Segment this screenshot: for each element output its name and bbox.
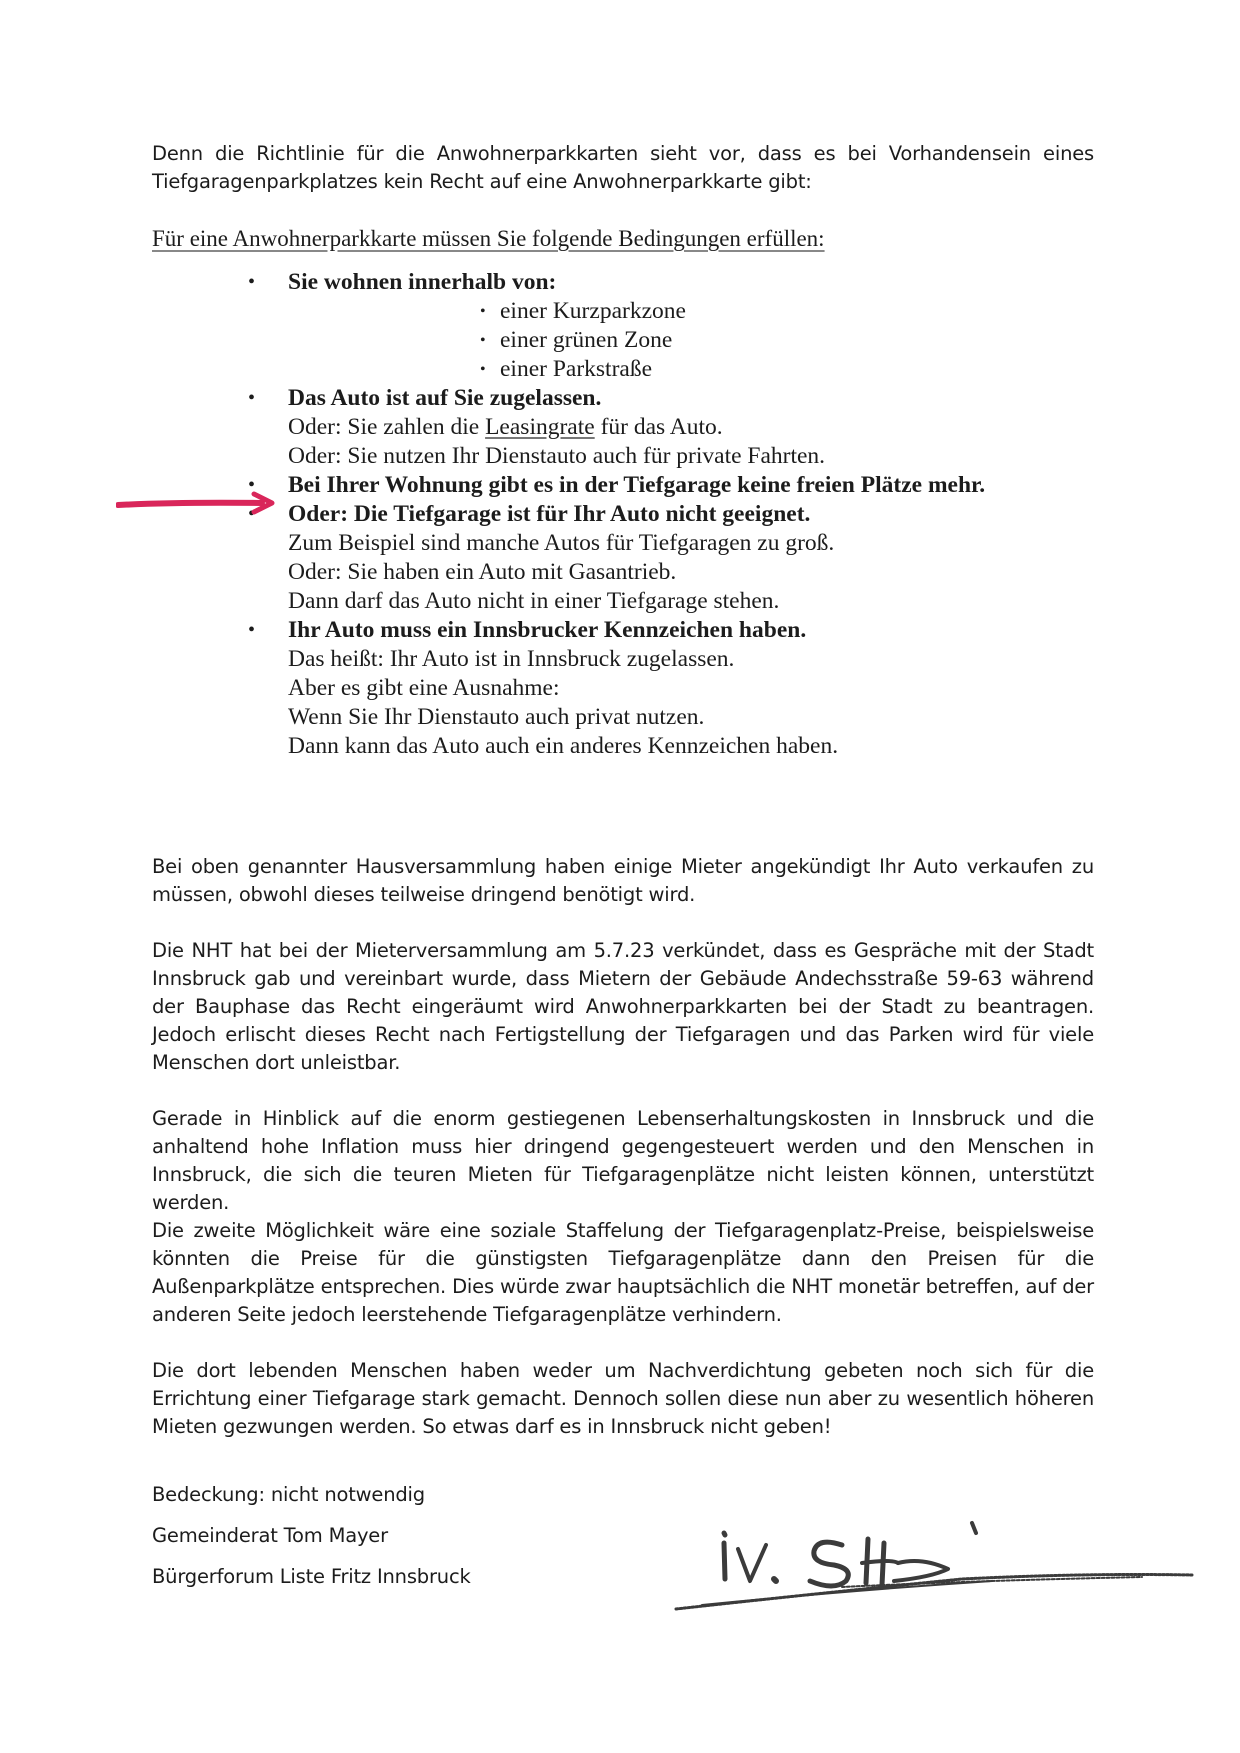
zone-list xyxy=(288,297,1088,384)
condition-title: Sie wohnen innerhalb von: xyxy=(288,269,557,295)
condition-license-plate: • Ihr Auto muss ein Innsbrucker Kennzeichen haben. Das heißt: Ihr Auto ist in Innsbruck zugelassen. Aber es gibt eine Ausnahme: Wenn Sie Ihr Dienstauto auch privat nutzen. Dann kann das Auto auch ein anderes Kennzeichen haben. xyxy=(248,617,839,759)
bullet-icon: • xyxy=(248,503,256,525)
paragraph-sale: Bei oben genannter Hausversammlung haben einige Mieter angekündigt Ihr Auto verkaufen zu müssen, obwohl dieses teilweise dringend benötigt wird. xyxy=(152,855,1094,906)
author-name: Gemeinderat Tom Mayer xyxy=(152,1524,388,1547)
paragraph-nht: Die NHT hat bei der Mieterversammlung am 5.7.23 verkündet, dass es Gespräche mit der Stadt Innsbruck gab und vereinbart wurde, dass Mietern der Gebäude Andechsstraße 59-63 während der Bauphase das Recht eingeräumt wird Anwohnerparkkarten bei der Stadt zu beantragen. Jedoch erlischt dieses Recht nach Fertigstellung der Tiefgaragen und das Parken wird für viele Menschen dort unleistbar. xyxy=(152,939,1094,1074)
bullet-icon: • xyxy=(248,271,256,293)
paragraph-inflation: Gerade in Hinblick auf die enorm gestiegenen Lebenserhaltungskosten in Innsbruck und die anhaltend hohe Inflation muss hier dringend gegengesteuert werden und den Menschen in Innsbruck, die sich die teuren Mieten für Tiefgaragenplätze nicht leisten können, unterstützt werden. xyxy=(152,1107,1094,1214)
condition-no-free-spots xyxy=(248,471,1088,500)
condition-title: Ihr Auto muss ein Innsbrucker Kennzeichen haben. xyxy=(288,617,807,643)
bullet-icon: • xyxy=(248,387,256,409)
paragraph-conclusion: Die dort lebenden Menschen haben weder um Nachverdichtung gebeten noch sich für die Errichtung einer Tiefgarage stark gemacht. Dennoch sollen diese nun aber zu wesentlich höheren Mieten gezwungen werden. So etwas darf es in Innsbruck nicht geben! xyxy=(152,1359,1094,1438)
condition-title: Bei Ihrer Wohnung gibt es in der Tiefgarage keine freien Plätze mehr. xyxy=(288,472,986,498)
condition-residence xyxy=(248,268,1088,384)
zone-item: • einer Kurzparkzone xyxy=(480,298,686,324)
bullet-icon: • xyxy=(248,474,256,496)
conditions-heading: Für eine Anwohnerparkkarte müssen Sie folgende Bedingungen erfüllen: xyxy=(152,226,825,251)
bullet-icon: • xyxy=(480,361,486,378)
party-name: Bürgerforum Liste Fritz Innsbruck xyxy=(152,1565,471,1588)
condition-title: Das Auto ist auf Sie zugelassen. xyxy=(288,385,602,411)
condition-title: Oder: Die Tiefgarage ist für Ihr Auto nicht geeignet. xyxy=(288,501,811,527)
condition-garage-unsuitable: • Oder: Die Tiefgarage ist für Ihr Auto nicht geeignet. Zum Beispiel sind manche Autos für Tiefgaragen zu groß. Oder: Sie haben ein Auto mit Gasantrieb. Dann darf das Auto nicht in einer Tiefgarage stehen. xyxy=(248,501,835,614)
bullet-icon: • xyxy=(480,303,486,320)
condition-registration: • Das Auto ist auf Sie zugelassen. Oder: Sie zahlen die Leasingrate für das Auto. Oder: Sie nutzen Ihr Dienstauto auch für private Fahrten. xyxy=(248,385,826,469)
bullet-icon: • xyxy=(248,619,256,641)
zone-item: • einer Parkstraße xyxy=(480,356,653,382)
coverage-line: Bedeckung: nicht notwendig xyxy=(152,1483,425,1506)
conditions-list xyxy=(248,268,1088,761)
highlight-arrow-icon xyxy=(116,490,276,516)
zone-item: • einer grünen Zone xyxy=(480,327,673,353)
bullet-icon: • xyxy=(480,332,486,349)
handwritten-signature xyxy=(662,1515,1202,1615)
paragraph-staffelung: Die zweite Möglichkeit wäre eine soziale Staffelung der Tiefgaragenplatz-Preise, beispielsweise könnten die Preise für die günstigsten Tiefgaragenplätze dann den Preisen für die Außenparkplätze entsprechen. Dies würde zwar hauptsächlich die NHT monetär betreffen, auf der anderen Seite jedoch leerstehende Tiefgaragenplätze verhindern. xyxy=(152,1219,1094,1326)
intro-paragraph: Denn die Richtlinie für die Anwohnerparkkarten sieht vor, dass es bei Vorhandensein eines Tiefgaragenparkplatzes kein Recht auf eine Anwohnerparkkarte gibt: xyxy=(152,142,1094,193)
leasingrate-term: Leasingrate xyxy=(485,414,595,440)
